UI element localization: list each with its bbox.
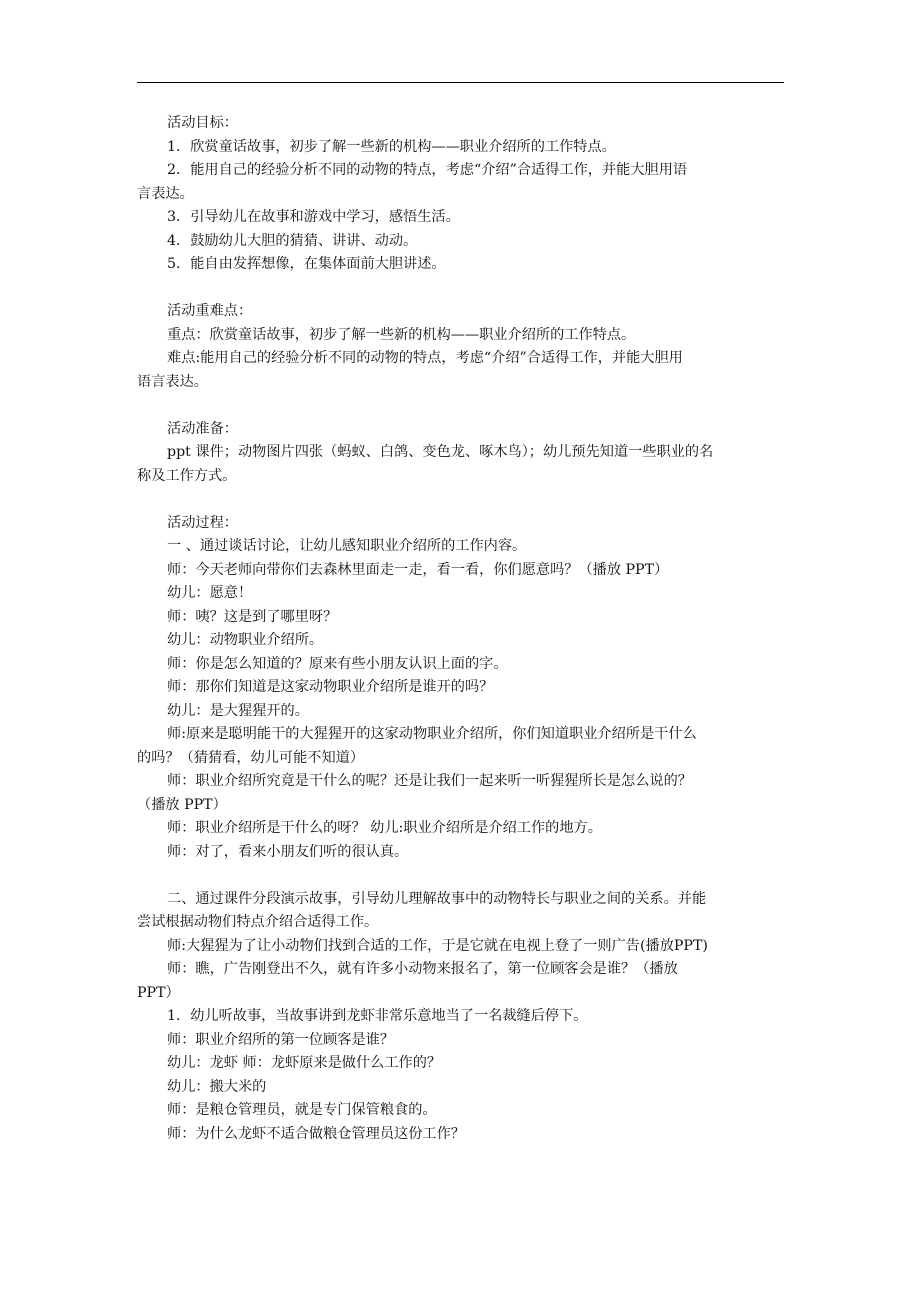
section-gap — [137, 488, 784, 512]
keypoint-2-cont: 语言表达。 — [137, 373, 208, 390]
story-6: 幼儿：龙虾 师：龙虾原来是做什么工作的？ — [167, 1055, 442, 1071]
section-gap — [137, 394, 784, 418]
process-8: 幼儿：是大猩猩开的。 — [167, 702, 309, 719]
story-7: 幼儿：搬大米的 — [167, 1078, 267, 1095]
story-1: 二、通过课件分段演示故事，引导幼儿理解故事中的动物特长与职业之间的关系。并能 — [167, 890, 707, 907]
prep-1-cont: 称及工作方式。 — [137, 467, 237, 484]
section-gap — [137, 277, 784, 301]
process-7: 师：那你们知道是这家动物职业介绍所是谁开的吗？ — [167, 679, 494, 695]
goal-3: 3．引导幼儿在故事和游戏中学习，感悟生活。 — [167, 209, 460, 225]
process-3: 幼儿：愿意！ — [167, 585, 253, 601]
story-4: 1．幼儿听故事，当故事讲到龙虾非常乐意地当了一名裁缝后停下。 — [167, 1008, 588, 1024]
goal-2-cont: 言表达。 — [137, 185, 194, 202]
keypoints-heading: 活动重难点： — [167, 303, 253, 319]
goals-heading: 活动目标： — [167, 115, 238, 131]
story-8: 师：是粮仓管理员，就是专门保管粮食的。 — [167, 1102, 437, 1118]
process-9-cont: 的吗？（猜猜看，幼儿可能不知道） — [137, 749, 365, 766]
story-2: 师:大猩猩为了让小动物们找到合适的工作，于是它就在电视上登了一则广告(播放PPT) — [167, 937, 708, 954]
process-4: 师：咦？这是到了哪里呀？ — [167, 608, 338, 625]
story-9: 师：为什么龙虾不适合做粮仓管理员这份工作？ — [167, 1125, 465, 1142]
prep-1: ppt 课件；动物图片四张（蚂蚁、白鸽、变色龙、啄木鸟）；幼儿预先知道一些职业的名 — [167, 444, 714, 460]
goal-2: 2．能用自己的经验分析不同的动物的特点，考虑“介绍”合适得工作，并能大胆用语 — [167, 162, 688, 178]
process-5: 幼儿：动物职业介绍所。 — [167, 632, 324, 648]
keypoint-2: 难点:能用自己的经验分析不同的动物的特点，考虑“介绍”合适得工作，并能大胆用 — [167, 350, 683, 366]
process-1: 一 、通过谈话讨论，让幼儿感知职业介绍所的工作内容。 — [167, 538, 527, 554]
story-3-cont: PPT） — [137, 984, 180, 1001]
process-9: 师:原来是聪明能干的大猩猩开的这家动物职业介绍所，你们知道职业介绍所是干什么 — [167, 726, 697, 742]
goal-5: 5．能自由发挥想像，在集体面前大胆讲述。 — [167, 256, 446, 272]
process-6: 师：你是怎么知道的？原来有些小朋友认识上面的字。 — [167, 655, 508, 672]
process-10: 师：职业介绍所究竟是干什么的呢？还是让我们一起来听一听猩猩所长是怎么说的？ — [167, 773, 692, 789]
keypoint-1: 重点：欣赏童话故事，初步了解一些新的机构——职业介绍所的工作特点。 — [167, 326, 636, 343]
header-rule — [137, 82, 784, 83]
goal-4: 4．鼓励幼儿大胆的猜猜、讲讲、动动。 — [167, 232, 418, 249]
process-11: 师：职业介绍所是干什么的呀？ 幼儿:职业介绍所是介绍工作的地方。 — [167, 820, 602, 836]
story-3: 师：瞧，广告刚登出不久，就有许多小动物来报名了，第一位顾客会是谁？（播放 — [167, 961, 678, 977]
process-10-cont: （播放 PPT） — [137, 796, 227, 813]
story-5: 师：职业介绍所的第一位顾客是谁？ — [167, 1031, 395, 1048]
story-1-cont: 尝试根据动物们特点介绍合适得工作。 — [137, 914, 379, 930]
document-body — [137, 112, 784, 1146]
section-gap — [137, 864, 784, 888]
process-2: 师：今天老师向带你们去森林里面走一走，看一看，你们愿意吗？（播放 PPT） — [167, 561, 669, 578]
prep-heading: 活动准备： — [167, 420, 238, 437]
process-12: 师：对了，看来小朋友们听的很认真。 — [167, 843, 409, 860]
goal-1: 1．欣赏童话故事，初步了解一些新的机构——职业介绍所的工作特点。 — [167, 138, 616, 155]
process-heading: 活动过程： — [167, 514, 238, 531]
